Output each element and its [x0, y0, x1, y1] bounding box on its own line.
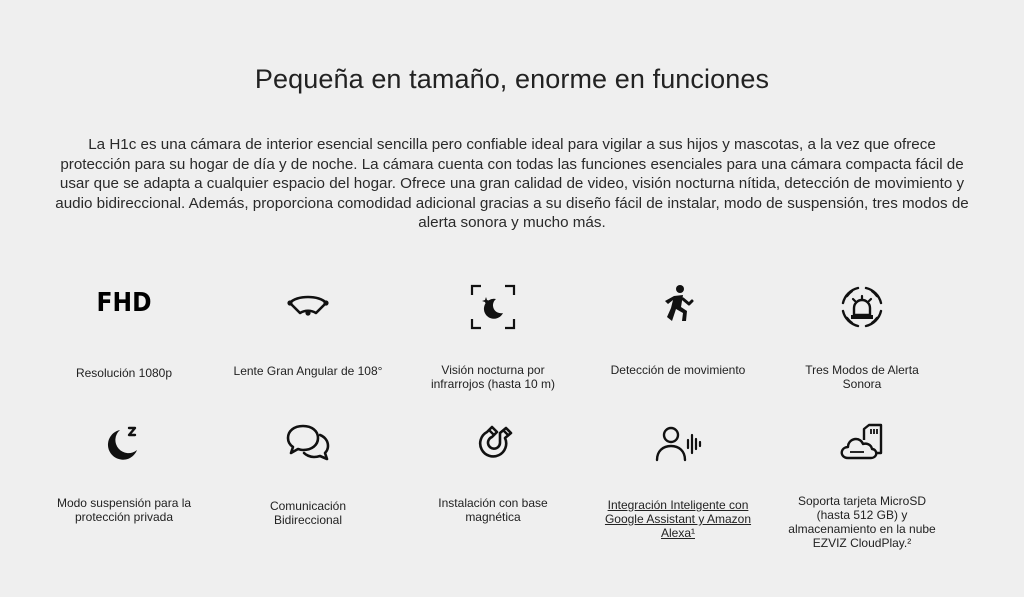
cloud-storage-icon	[838, 420, 886, 468]
feature-label: Soporta tarjeta MicroSD (hasta 512 GB) y almacenamiento en la nube EZVIZ CloudPlay.²	[788, 494, 936, 550]
feature-label: Detección de movimiento	[610, 363, 746, 377]
two-way-chat-icon	[284, 420, 332, 468]
magnet-icon	[469, 420, 517, 468]
voice-assistant-icon	[654, 420, 702, 468]
page-title: Pequeña en tamaño, enorme en funciones	[254, 64, 770, 94]
wide-angle-lens-icon	[284, 277, 332, 325]
feature-storage	[772, 420, 952, 550]
feature-motion-detection	[588, 283, 768, 377]
feature-sleep-mode	[34, 420, 214, 524]
motion-detection-icon	[654, 283, 702, 331]
alarm-siren-icon	[838, 283, 886, 331]
feature-label: Instalación con base magnética	[438, 496, 548, 524]
fhd-icon-text: FHD	[96, 288, 152, 318]
feature-label: Tres Modos de Alerta Sonora	[805, 363, 919, 391]
feature-two-way-audio	[218, 420, 398, 527]
feature-night-vision	[403, 283, 583, 391]
feature-label: Modo suspensión para la protección privada	[56, 496, 192, 524]
night-vision-icon	[469, 283, 517, 331]
feature-label: Comunicación Bidireccional	[269, 499, 347, 527]
feature-resolution	[34, 277, 214, 380]
product-description: La H1c es una cámara de interior esencial sencilla pero confiable ideal para vigilar a sus hijos y mascotas, a la vez que ofrece protección para su hogar de día y de noche. La cámara cuenta con todas las funciones esenciales para una cámara compacta fácil de usar que se adapta a cualquier espacio del hogar. Ofrece una gran calidad de video, visión nocturna nítida, detección de movimiento y audio bidireccional. Además, proporciona comodidad adicional gracias a su diseño fácil de instalar, modo de suspensión, tres modos de alerta sonora y mucho más.	[55, 136, 969, 232]
feature-label: Visión nocturna por infrarrojos (hasta 10 m)	[430, 363, 556, 391]
feature-magnetic-base	[403, 420, 583, 524]
fhd-icon	[96, 277, 152, 325]
feature-wide-angle	[218, 277, 398, 378]
smart-integration-link[interactable]: Integración Inteligente con Google Assistant y Amazon Alexa¹	[604, 498, 752, 540]
sleep-mode-icon	[100, 420, 148, 468]
feature-label: Resolución 1080p	[75, 366, 173, 380]
feature-smart-integration[interactable]	[588, 420, 768, 540]
feature-label: Lente Gran Angular de 108°	[233, 364, 383, 378]
feature-alarm-modes	[772, 283, 952, 391]
